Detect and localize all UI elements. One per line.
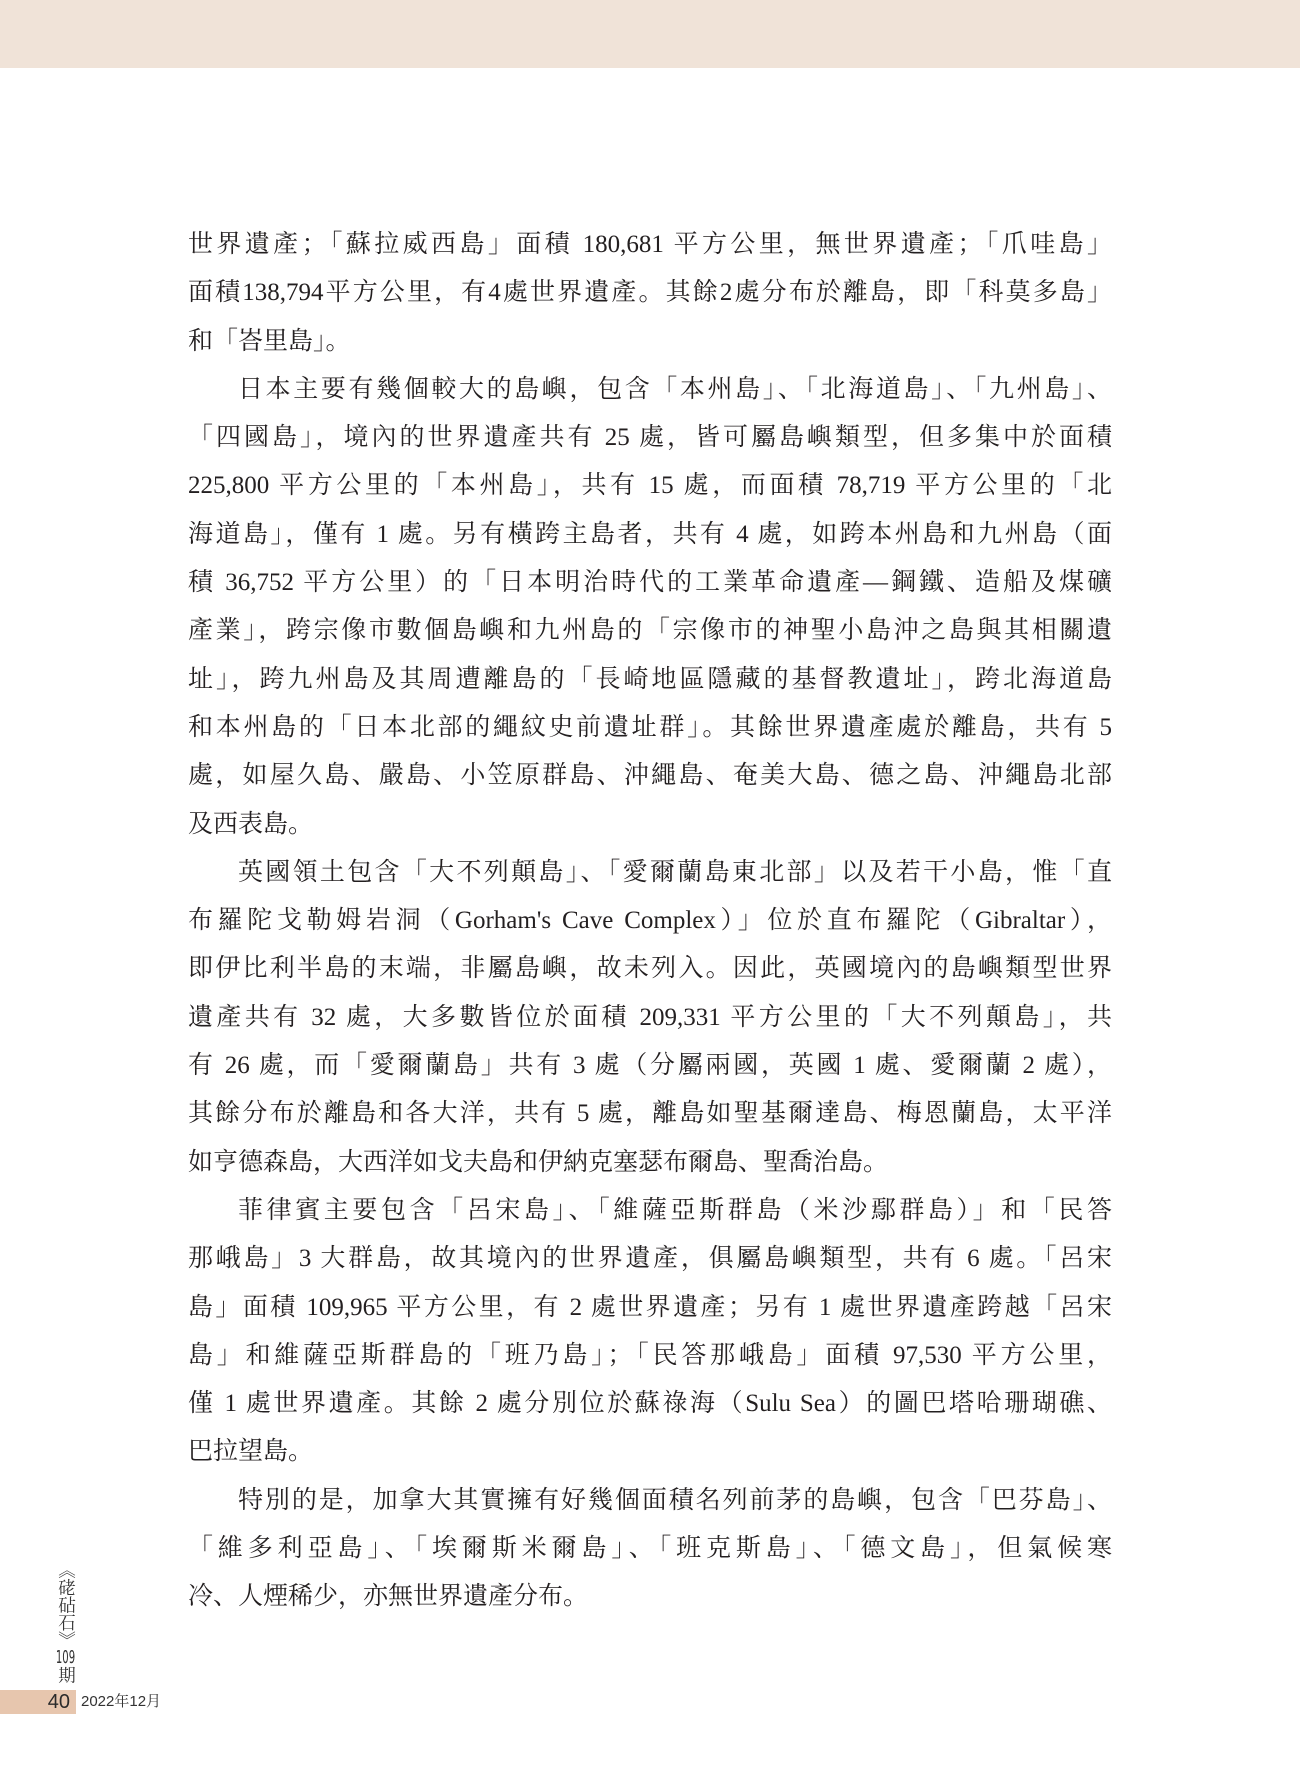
body-line: 其餘分布於離島和各大洋，共有 5 處，離島如聖基爾達島、梅恩蘭島，太平洋: [188, 1100, 1112, 1128]
body-line: 如亨德森島，大西洋如戈夫島和伊納克塞瑟布爾島、聖喬治島。: [188, 1148, 889, 1176]
body-line: 「四國島」，境內的世界遺產共有 25 處，皆可屬島嶼類型，但多集中於面積: [188, 424, 1112, 452]
header-band: [0, 0, 1300, 68]
body-line: 那峨島」3 大群島，故其境內的世界遺產，俱屬島嶼類型，共有 6 處。「呂宋: [188, 1245, 1112, 1273]
body-line: 址」，跨九州島及其周遭離島的「長崎地區隱藏的基督教遺址」，跨北海道島: [188, 665, 1112, 693]
body-line: 僅 1 處世界遺產。其餘 2 處分別位於蘇祿海（Sulu Sea）的圖巴塔哈珊瑚礁、: [188, 1390, 1112, 1418]
body-line: 巴拉望島。: [188, 1438, 314, 1466]
body-line: 和本州島的「日本北部的繩紋史前遺址群」。其餘世界遺產處於離島，共有 5: [188, 713, 1112, 741]
page-number-tab: [0, 1690, 76, 1714]
body-line: 島」面積 109,965 平方公里，有 2 處世界遺產；另有 1 處世界遺產跨越「呂宋: [188, 1293, 1112, 1321]
body-line: 即伊比利半島的末端，非屬島嶼，故未列入。因此，英國境內的島嶼類型世界: [188, 955, 1112, 983]
article-body: [188, 221, 1112, 1622]
body-line: 遺產共有 32 處，大多數皆位於面積 209,331 平方公里的「大不列顛島」，共: [188, 1003, 1112, 1031]
body-line: 面積138,794平方公里，有4處世界遺產。其餘2處分布於離島，即「科莫多島」: [188, 279, 1112, 307]
body-line: 英國領土包含「大不列顛島」、「愛爾蘭島東北部」以及若干小島，惟「直: [238, 858, 1112, 886]
issue-date: 2022年12月: [81, 1693, 162, 1710]
body-line: 及西表島。: [188, 810, 314, 838]
body-paragraph: [188, 221, 1112, 366]
body-line: 積 36,752 平方公里）的「日本明治時代的工業革命遺產—鋼鐵、造船及煤礦: [188, 569, 1112, 597]
body-line: 世界遺產；「蘇拉威西島」面積 180,681 平方公里，無世界遺產；「爪哇島」: [188, 231, 1112, 258]
body-line: 產業」，跨宗像市數個島嶼和九州島的「宗像市的神聖小島沖之島與其相關遺: [188, 617, 1112, 645]
body-line: 布羅陀戈勒姆岩洞（Gorham's Cave Complex）」位於直布羅陀（Gibraltar），: [188, 907, 1112, 935]
magazine-title: 《硓砧石》: [55, 1561, 76, 1649]
body-line: 島」和維薩亞斯群島的「班乃島」；「民答那峨島」面積 97,530 平方公里，: [188, 1341, 1112, 1369]
body-paragraph: [188, 1477, 1112, 1622]
body-line: 冷、人煙稀少，亦無世界遺產分布。: [188, 1583, 589, 1611]
body-line: 日本主要有幾個較大的島嶼，包含「本州島」、「北海道島」、「九州島」、: [238, 375, 1112, 403]
issue-suffix: 期: [55, 1666, 76, 1684]
body-line: 「維多利亞島」、「埃爾斯米爾島」、「班克斯島」、「德文島」，但氣候寒: [188, 1535, 1112, 1563]
magazine-issue-vertical: [56, 1561, 74, 1684]
body-line: 有 26 處，而「愛爾蘭島」共有 3 處（分屬兩國，英國 1 處、愛爾蘭 2 處），: [188, 1052, 1112, 1080]
body-line: 菲律賓主要包含「呂宋島」、「維薩亞斯群島（米沙鄢群島）」和「民答: [238, 1196, 1112, 1224]
body-line: 處，如屋久島、嚴島、小笠原群島、沖繩島、奄美大島、德之島、沖繩島北部: [188, 762, 1112, 790]
page-number: 40: [47, 1691, 70, 1713]
issue-number: 109: [55, 1648, 76, 1666]
body-paragraph: [188, 366, 1112, 849]
body-line: 特別的是，加拿大其實擁有好幾個面積名列前茅的島嶼，包含「巴芬島」、: [238, 1486, 1112, 1514]
body-line: 225,800 平方公里的「本州島」，共有 15 處，而面積 78,719 平方公里的「北: [188, 472, 1112, 500]
body-line: 和「峇里島」。: [188, 327, 351, 355]
body-paragraph: [188, 1187, 1112, 1477]
body-line: 海道島」，僅有 1 處。另有橫跨主島者，共有 4 處，如跨本州島和九州島（面: [188, 520, 1112, 548]
body-paragraph: [188, 849, 1112, 1187]
